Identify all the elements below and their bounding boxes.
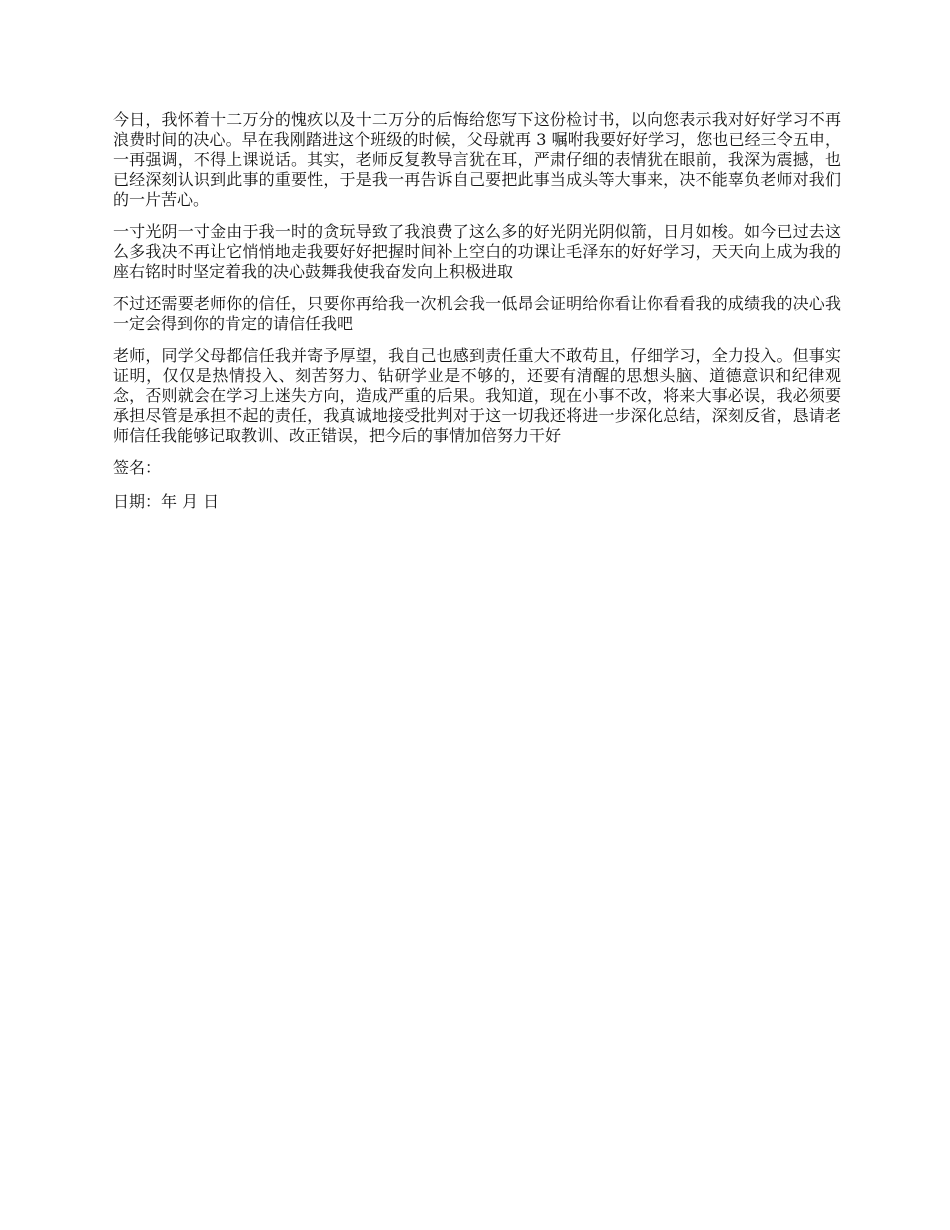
paragraph-3: 不过还需要老师你的信任，只要你再给我一次机会我一低昂会证明给你看让你看看我的成绩我的决心我一定会得到你的肯定的请信任我吧 bbox=[113, 294, 841, 333]
document-body bbox=[113, 110, 841, 526]
paragraph-4: 老师，同学父母都信任我并寄予厚望，我自己也感到责任重大不敢苟且，仔细学习，全力投入。但事实证明，仅仅是热情投入、刻苦努力、钻研学业是不够的，还要有清醒的思想头脑、道德意识和纪律观念，否则就会在学习上迷失方向，造成严重的后果。我知道，现在小事不改，将来大事必误，我必须要承担尽管是承担不起的责任，我真诚地接受批判对于这一切我还将进一步深化总结，深刻反省，恳请老师信任我能够记取教训、改正错误，把今后的事情加倍努力干好 bbox=[113, 346, 841, 445]
paragraph-2: 一寸光阴一寸金由于我一时的贪玩导致了我浪费了这么多的好光阴光阴似箭，日月如梭。如今已过去这么多我决不再让它悄悄地走我要好好把握时间补上空白的功课让毛泽东的好好学习，天天向上成为我的座右铭时时坚定着我的决心鼓舞我使我奋发向上积极进取 bbox=[113, 222, 841, 281]
paragraph-1: 今日，我怀着十二万分的愧疚以及十二万分的后悔给您写下这份检讨书，以向您表示我对好好学习不再浪费时间的决心。早在我刚踏进这个班级的时候，父母就再 3 嘱咐我要好好学习，您也已经三令五申，一再强调，不得上课说话。其实，老师反复教导言犹在耳，严肃仔细的表情犹在眼前，我深为震撼，也已经深刻认识到此事的重要性，于是我一再告诉自己要把此事当成头等大事来，决不能辜负老师对我们的一片苦心。 bbox=[113, 110, 841, 209]
date-line: 日期：年 月 日 bbox=[113, 492, 220, 511]
signature-line: 签名： bbox=[113, 458, 162, 477]
